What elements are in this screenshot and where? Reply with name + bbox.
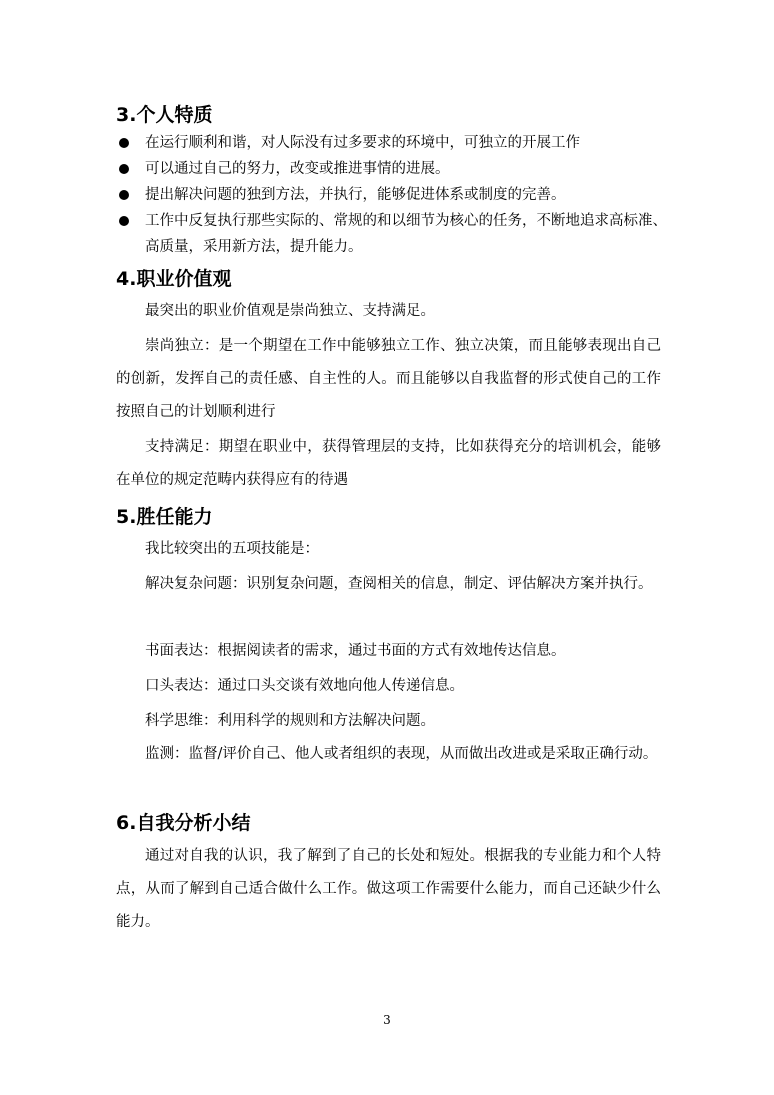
paragraph: 口头表达：通过口头交谈有效地向他人传递信息。 — [145, 678, 464, 694]
page-number: 3 — [383, 1013, 391, 1027]
section-heading-career-values: 4.职业价值观 — [116, 268, 232, 290]
paragraph: 支持满足：期望在职业中，获得管理层的支持，比如获得充分的培训机会，能够在单位的规定范畴内获得应有的待遇 — [116, 439, 661, 488]
paragraph: 通过对自我的认识，我了解到了自己的长处和短处。根据我的专业能力和个人特点，从而了解到自己适合做什么工作。做这项工作需要什么能力，而自己还缺少什么能力。 — [116, 848, 661, 930]
section-heading-personal-traits: 3.个人特质 — [116, 104, 213, 126]
bullet-icon — [119, 138, 129, 148]
list-item — [116, 182, 676, 208]
bullet-icon — [119, 190, 129, 200]
paragraph: 科学思维：利用科学的规则和方法解决问题。 — [145, 713, 435, 729]
list-item-text: 提出解决问题的独到方法，并执行，能够促进体系或制度的完善。 — [145, 187, 566, 203]
list-item — [116, 208, 676, 260]
bullet-icon — [119, 216, 129, 226]
list-item-text: 可以通过自己的努力，改变或推进事情的进展。 — [145, 161, 450, 177]
bullet-icon — [119, 164, 129, 174]
paragraph: 崇尚独立：是一个期望在工作中能够独立工作、独立决策，而且能够表现出自己的创新，发挥自己的责任感、自主性的人。而且能够以自我监督的形式使自己的工作按照自己的计划顺利进行 — [116, 338, 661, 420]
paragraph: 我比较突出的五项技能是： — [145, 541, 319, 557]
list-item — [116, 130, 676, 156]
section-heading-self-analysis-summary: 6.自我分析小结 — [116, 812, 251, 834]
list-item-text: 在运行顺利和谐，对人际没有过多要求的环境中，可独立的开展工作 — [145, 135, 580, 151]
list-item — [116, 156, 676, 182]
personal-traits-list — [116, 130, 676, 260]
paragraph: 监测：监督/评价自己、他人或者组织的表现，从而做出改进或是采取正确行动。 — [145, 746, 658, 762]
paragraph: 书面表达：根据阅读者的需求，通过书面的方式有效地传达信息。 — [145, 643, 566, 659]
paragraph: 最突出的职业价值观是崇尚独立、支持满足。 — [145, 303, 435, 319]
paragraph: 解决复杂问题：识别复杂问题，查阅相关的信息，制定、评估解决方案并执行。 — [145, 576, 653, 592]
section-heading-competencies: 5.胜任能力 — [116, 506, 213, 528]
list-item-text: 工作中反复执行那些实际的、常规的和以细节为核心的任务，不断地追求高标准、高质量，采用新方法，提升能力。 — [145, 213, 667, 255]
